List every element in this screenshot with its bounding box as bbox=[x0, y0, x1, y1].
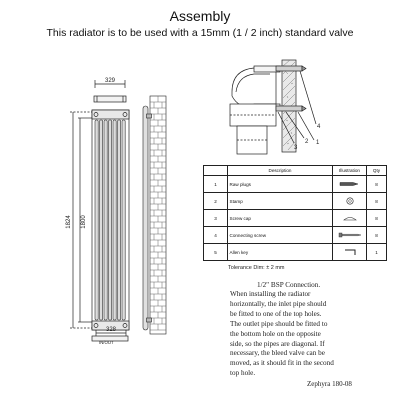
radiator-top-header bbox=[92, 110, 129, 119]
callout-1: 1 bbox=[316, 140, 320, 146]
overall-height-label: 1824 bbox=[66, 215, 72, 229]
table-row bbox=[204, 227, 387, 244]
stamp-icon bbox=[345, 197, 355, 205]
parts-table-header-row bbox=[204, 166, 387, 176]
part-description: Connecting screw bbox=[228, 227, 333, 244]
callout-3: 3 bbox=[294, 145, 298, 151]
part-number: 2 bbox=[204, 193, 228, 210]
part-number: 5 bbox=[204, 244, 228, 261]
parts-table-header-num bbox=[204, 166, 228, 176]
bracket-detail bbox=[230, 60, 316, 154]
table-row bbox=[204, 244, 387, 261]
model-label: Zephyra 180-08 bbox=[307, 380, 352, 388]
raw-plug-icon bbox=[339, 181, 361, 187]
page-subtitle: This radiator is to be used with a 15mm (1 / 2 inch) standard valve bbox=[46, 27, 354, 39]
table-row bbox=[204, 210, 387, 227]
parts-table-header-qty: Qty bbox=[367, 166, 387, 176]
parts-table-header-description: Description bbox=[228, 166, 333, 176]
part-number: 1 bbox=[204, 176, 228, 193]
parts-table bbox=[203, 165, 387, 261]
page-title: Assembly bbox=[169, 8, 231, 24]
part-description: Raw plugs bbox=[228, 176, 333, 193]
top-width-label: 329 bbox=[104, 78, 116, 84]
table-row bbox=[204, 193, 387, 210]
part-qty: 8 bbox=[367, 193, 387, 210]
instructions-body: When installing the radiator horizontally, the inlet pipe should be fitted to one of the top holes. The outlet pipe should be fitted to the bottom hole on the opposite side, so the pipes are diagonal. If necessary, the bleed valve can be moved, as it should fit in the second top hole. bbox=[230, 290, 334, 378]
center-height-label: 1800 bbox=[81, 215, 87, 229]
part-qty: 8 bbox=[367, 210, 387, 227]
radiator-top-view bbox=[94, 96, 126, 102]
screw-cap-icon bbox=[343, 215, 357, 221]
part-qty: 8 bbox=[367, 227, 387, 244]
part-description: Screw cap bbox=[228, 210, 333, 227]
part-qty: 1 bbox=[367, 244, 387, 261]
tolerance-note: Tolerance Dim: ± 2 mm bbox=[228, 265, 285, 271]
callout-4: 4 bbox=[317, 124, 321, 130]
table-row bbox=[204, 176, 387, 193]
part-description: Stamp bbox=[228, 193, 333, 210]
radiator-columns bbox=[95, 120, 125, 320]
bottom-width-label: 328 bbox=[105, 327, 117, 333]
inout-label: IN/OUT bbox=[99, 340, 114, 345]
connecting-screw-icon bbox=[338, 232, 362, 238]
part-qty: 8 bbox=[367, 176, 387, 193]
allen-key-icon bbox=[343, 248, 357, 256]
part-number: 4 bbox=[204, 227, 228, 244]
part-number: 3 bbox=[204, 210, 228, 227]
instructions-title: 1/2" BSP Connection. bbox=[257, 281, 321, 289]
parts-table-header-illustration: Illustration bbox=[333, 166, 367, 176]
callout-2: 2 bbox=[305, 139, 309, 145]
wall-section bbox=[150, 96, 166, 334]
part-description: Allen key bbox=[228, 244, 333, 261]
